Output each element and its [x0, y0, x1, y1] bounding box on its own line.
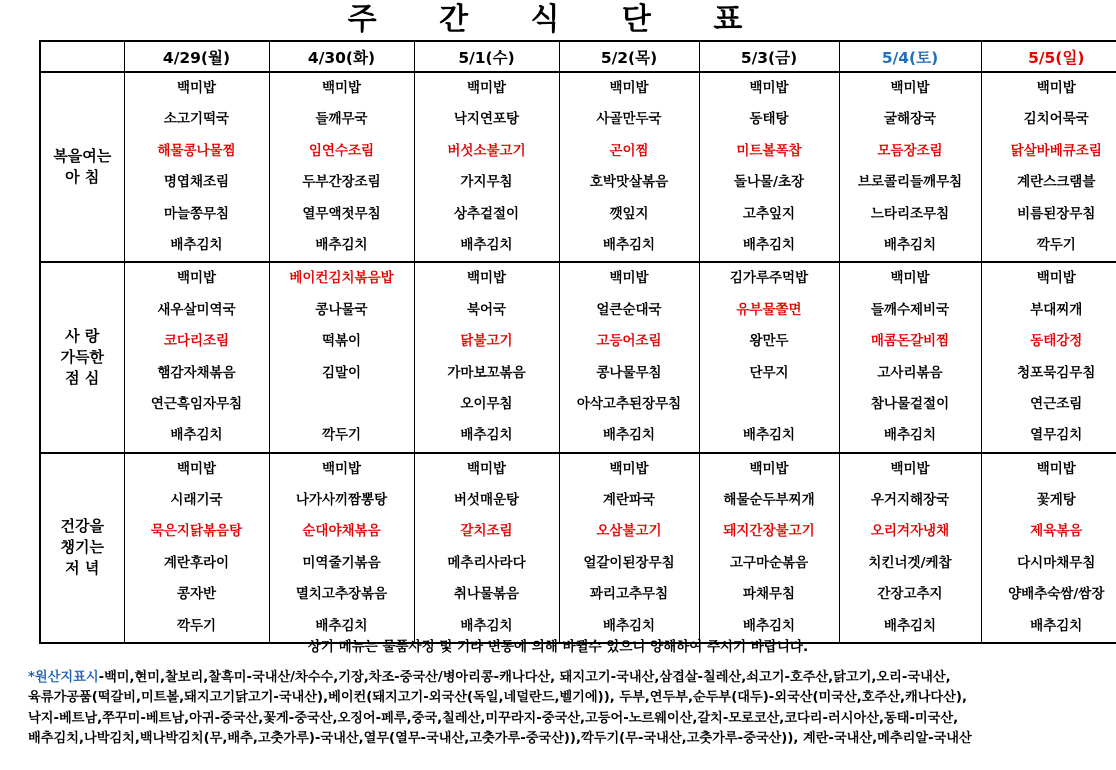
dish-item: 햄감자채볶음 — [157, 364, 236, 381]
dish-item: 파채무침 — [742, 586, 796, 603]
dish-item: 청포묵김무침 — [1017, 364, 1096, 381]
main-dish: 임연수조림 — [308, 142, 375, 159]
dish-item: 백미밥 — [176, 270, 217, 287]
dish-item: 취나물볶음 — [453, 586, 520, 603]
menu-cell — [124, 72, 269, 262]
day-header-0: 4/29(월) — [124, 41, 269, 72]
meal-label — [40, 453, 124, 643]
day-header-row — [40, 41, 1116, 72]
meal-label-line: 점 심 — [65, 369, 100, 388]
menu-cell — [699, 453, 839, 643]
dish-item: 얼큰순대국 — [596, 301, 662, 318]
day-header-3: 5/2(목) — [559, 41, 699, 72]
dish-item: 동태탕 — [749, 111, 789, 128]
menu-cell — [839, 453, 981, 643]
main-dish: 미트볼폭찹 — [736, 142, 802, 159]
dish-item: 새우살미역국 — [157, 301, 236, 318]
meal-label-line: 사 랑 — [65, 327, 100, 346]
day-header-1: 4/30(화) — [269, 41, 414, 72]
dish-item: 백미밥 — [1036, 80, 1076, 96]
dish-item: 배추김치 — [602, 427, 656, 444]
notice-text: 상기 메뉴는 물품사정 및 기타 변동에 의해 바뀔수 있으니 양해하여 주시기 바랍니다. — [307, 639, 809, 655]
dish-item: 마늘쫑무침 — [163, 205, 230, 222]
main-dish: 돼지간장불고기 — [723, 523, 815, 540]
dish-item: 배추김치 — [170, 427, 223, 444]
origin-label: *원산지표시 — [28, 670, 99, 685]
dish-item: 버섯매운탕 — [453, 492, 520, 509]
dish-item: 백미밥 — [609, 460, 649, 477]
menu-cell — [269, 262, 414, 452]
dish-item: 브로콜리들깨무침 — [857, 174, 963, 191]
dish-item: 백미밥 — [466, 270, 507, 287]
dish-item: 백미밥 — [321, 460, 362, 477]
dish-item: 백미밥 — [890, 460, 930, 477]
meal-row-0 — [40, 72, 1116, 262]
origin-line-1 — [28, 668, 1098, 688]
main-dish: 오리겨자냉채 — [870, 523, 950, 540]
main-dish: 동태강정 — [1030, 333, 1083, 350]
dish-item: 사골만두국 — [596, 111, 662, 128]
dish-item: 백미밥 — [609, 270, 649, 287]
dish-item: 배추김치 — [742, 427, 796, 444]
dish-item: 배추김치 — [883, 427, 937, 444]
dish-item: 배추김치 — [742, 236, 796, 253]
menu-cell — [124, 262, 269, 452]
menu-cell — [559, 262, 699, 452]
menu-cell — [839, 72, 981, 262]
dish-item: 백미밥 — [1036, 460, 1076, 477]
dish-item: 백미밥 — [609, 80, 649, 96]
main-dish: 갈치조림 — [460, 523, 513, 540]
dish-item: 배추김치 — [602, 617, 656, 634]
meal-label-line: 가득한 — [60, 348, 104, 367]
dish-item: 상추겉절이 — [453, 205, 520, 222]
origin-line-2: 육류가공품(떡갈비,미트볼,돼지고기닭고기-국내산),베이컨(돼지고기-외국산(독일,네덜란드,벨기에)), 두부,연두부,순두부(대두)-외국산(미국산,호주산,캐나다산), — [28, 690, 967, 706]
main-dish: 닭불고기 — [460, 333, 513, 350]
dish-item: 들깨수제비국 — [870, 301, 950, 318]
dish-item: 오이무침 — [460, 395, 513, 412]
dish-item: 배추김치 — [460, 236, 513, 253]
dish-item: 깻잎지 — [609, 205, 649, 222]
dish-item: 참나물겉절이 — [870, 395, 950, 412]
dish-item: 백미밥 — [176, 460, 217, 477]
dish-item: 메추리사라다 — [447, 554, 526, 571]
meal-label — [40, 262, 124, 452]
dish-item: 비름된장무침 — [1017, 205, 1096, 222]
menu-cell — [414, 72, 559, 262]
dish-item: 배추김치 — [602, 236, 656, 253]
dish-item: 부대찌개 — [1030, 301, 1083, 318]
dish-item: 돌나물/초장 — [733, 174, 805, 191]
main-dish: 곤이찜 — [609, 142, 649, 159]
meal-label-line: 건강을 — [60, 517, 104, 536]
meal-row-1 — [40, 262, 1116, 452]
dish-item: 배추김치 — [742, 617, 796, 634]
dish-item: 백미밥 — [1036, 270, 1076, 287]
meal-label-line: 아 침 — [65, 168, 100, 187]
dish-item: 고추잎지 — [742, 205, 796, 222]
main-dish: 모듬장조림 — [877, 142, 943, 159]
dish-item: 꽈리고추무침 — [589, 586, 669, 603]
dish-item: 소고기떡국 — [163, 111, 230, 128]
menu-cell — [699, 262, 839, 452]
dish-item: 배추김치 — [460, 617, 513, 634]
dish-item: 연근흑임자무침 — [150, 395, 243, 412]
menu-cell — [124, 453, 269, 643]
weekly-menu-table — [39, 40, 1116, 644]
day-header-5: 5/4(토) — [839, 41, 981, 72]
dish-item: 간장고추지 — [877, 586, 943, 603]
dish-item: 가지무침 — [460, 174, 513, 191]
dish-item: 계란스크램블 — [1017, 174, 1096, 191]
dish-item: 배추김치 — [315, 236, 368, 253]
dish-item — [700, 389, 839, 420]
meal-label — [40, 72, 124, 262]
origin-line-3: 낙지-베트남,쭈꾸미-베트남,아귀-중국산,꽃게-중국산,오징어-페루,중국,칠레산,미꾸라지-중국산,고등어-노르웨이산,갈치-모로코산,코다리-러시아산,동태-미국산, — [28, 710, 959, 726]
dish-item: 콩나물국 — [315, 301, 368, 318]
day-header-6: 5/5(일) — [981, 41, 1116, 72]
dish-item: 백미밥 — [749, 460, 789, 477]
dish-item: 백미밥 — [176, 80, 217, 96]
page-title: 주 간 식 단 표 — [347, 2, 769, 37]
main-dish: 오삼불고기 — [596, 523, 662, 540]
main-dish: 해물콩나물찜 — [157, 142, 236, 159]
dish-item: 연근조림 — [1030, 395, 1083, 412]
menu-cell — [981, 262, 1116, 452]
dish-item: 백미밥 — [321, 80, 362, 96]
dish-item: 두부간장조림 — [302, 174, 381, 191]
dish-item: 호박맛살볶음 — [589, 174, 669, 191]
dish-item: 얼갈이된장무침 — [583, 554, 675, 571]
dish-item: 북어국 — [466, 301, 507, 318]
origin-text-1: -백미,현미,찰보리,찰흑미-국내산/차수수,기장,차조-중국산/병아리콩-캐나다산, 돼지고기-국내산,삼겹살-칠레산,쇠고기-호주산,닭고기,오리-국내산, — [98, 670, 951, 685]
menu-cell — [699, 72, 839, 262]
dish-item: 가마보꼬볶음 — [447, 364, 526, 381]
dish-item: 꽃게탕 — [1036, 492, 1076, 509]
dish-item: 고구마순볶음 — [729, 554, 809, 571]
dish-item: 배추김치 — [883, 617, 937, 634]
dish-item: 백미밥 — [890, 80, 930, 96]
dish-item: 멸치고추장볶음 — [295, 586, 388, 603]
dish-item: 콩나물무침 — [596, 364, 662, 381]
day-header-4: 5/3(금) — [699, 41, 839, 72]
menu-cell — [559, 72, 699, 262]
meal-label-line: 저 녁 — [65, 559, 100, 578]
origin-info — [28, 668, 1098, 750]
menu-cell — [839, 262, 981, 452]
meal-label-line: 챙기는 — [60, 538, 104, 557]
meal-row-2 — [40, 453, 1116, 643]
main-dish: 순대야채볶음 — [302, 523, 381, 540]
main-dish: 제육볶음 — [1030, 523, 1083, 540]
dish-item: 시래기국 — [170, 492, 223, 509]
dish-item: 열무액젓무침 — [302, 205, 381, 222]
menu-cell — [269, 72, 414, 262]
dish-item: 열무김치 — [1030, 427, 1083, 444]
dish-item: 느타리조무침 — [870, 205, 950, 222]
dish-item: 계란후라이 — [163, 554, 230, 571]
menu-cell — [414, 453, 559, 643]
dish-item: 왕만두 — [749, 333, 789, 350]
main-dish: 유부물쫄면 — [736, 301, 802, 318]
dish-item: 치킨너겟/케찹 — [868, 554, 952, 571]
dish-item: 백미밥 — [890, 270, 930, 287]
header-corner — [40, 41, 124, 72]
dish-item: 고사리볶음 — [877, 364, 943, 381]
dish-item: 김가루주먹밥 — [729, 270, 809, 287]
origin-line-4: 배추김치,나박김치,백나박김치(무,배추,고춧가루)-국내산,열무(열무-국내산,고춧가루-중국산)),깍두기(무-국내산,고춧가루-중국산)), 계란-국내산,메추리알-국내산 — [28, 731, 972, 747]
main-dish: 묵은지닭볶음탕 — [150, 523, 243, 540]
dish-item: 명엽채조림 — [163, 174, 230, 191]
dish-item: 단무지 — [749, 364, 789, 381]
main-dish: 매콤돈갈비찜 — [870, 333, 950, 350]
dish-item: 미역줄기볶음 — [302, 554, 381, 571]
dish-item: 우거지해장국 — [870, 492, 950, 509]
dish-item: 해물순두부찌개 — [723, 492, 815, 509]
dish-item: 들깨무국 — [315, 111, 368, 128]
dish-item: 김말이 — [321, 364, 362, 381]
dish-item: 나가사끼짬뽕탕 — [295, 492, 388, 509]
dish-item: 다시마채무침 — [1017, 554, 1096, 571]
dish-item: 배추김치 — [1030, 617, 1083, 634]
dish-item — [270, 389, 414, 420]
dish-item: 백미밥 — [749, 80, 789, 96]
main-dish: 버섯소불고기 — [447, 142, 526, 159]
menu-cell — [981, 72, 1116, 262]
menu-cell — [269, 453, 414, 643]
main-dish: 고등어조림 — [596, 333, 662, 350]
dish-item: 떡볶이 — [321, 333, 362, 350]
day-header-2: 5/1(수) — [414, 41, 559, 72]
dish-item: 배추김치 — [883, 236, 937, 253]
dish-item: 백미밥 — [466, 460, 507, 477]
dish-item: 콩자반 — [176, 586, 217, 603]
dish-item: 양배추숙쌈/쌈장 — [1008, 586, 1105, 603]
dish-item: 아삭고추된장무침 — [576, 395, 682, 412]
dish-item: 계란파국 — [602, 492, 656, 509]
dish-item: 굴해장국 — [883, 111, 937, 128]
menu-cell — [981, 453, 1116, 643]
dish-item: 깍두기 — [1036, 236, 1076, 253]
main-dish: 베이컨김치볶음밥 — [289, 270, 394, 287]
meal-label-line: 복을여는 — [53, 147, 112, 166]
dish-item: 배추김치 — [460, 427, 513, 444]
menu-cell — [559, 453, 699, 643]
menu-cell — [414, 262, 559, 452]
main-dish: 닭살바베큐조림 — [1010, 142, 1102, 159]
main-dish: 코다리조림 — [163, 333, 230, 350]
dish-item: 배추김치 — [170, 236, 223, 253]
dish-item: 김치어묵국 — [1023, 111, 1089, 128]
dish-item: 깍두기 — [176, 617, 217, 634]
dish-item: 백미밥 — [466, 80, 507, 96]
dish-item: 배추김치 — [315, 617, 368, 634]
dish-item: 낙지연포탕 — [453, 111, 520, 128]
dish-item: 깍두기 — [321, 427, 362, 444]
